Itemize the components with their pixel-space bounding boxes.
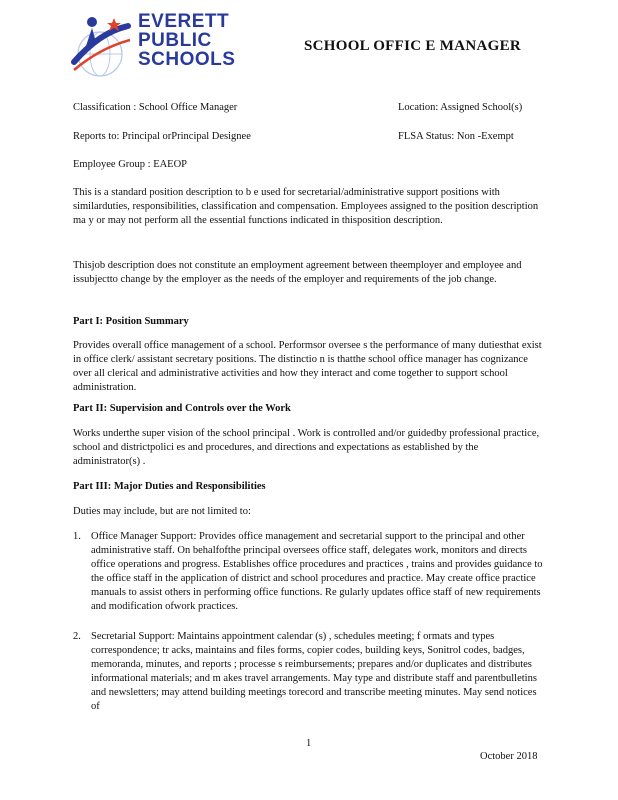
page-number: 1	[306, 738, 312, 749]
reports-to-field: Reports to: Principal orPrincipal Designee	[73, 131, 251, 142]
intro-paragraph-2: Thisjob description does not constitute an employment agreement between theemployer and employee and issubjectto change by the employer as the needs of the employer and requirements of the job change.	[73, 260, 522, 285]
flsa-status-field: FLSA Status: Non -Exempt	[398, 131, 514, 142]
intro-paragraph-1: This is a standard position description to b e used for secretarial/administrative support positions with similarduties, responsibilities, classification and compensation. Employees assigned to the position description ma y or may not perform all the essential functions indicated in thisposition description.	[73, 187, 539, 226]
logo-line-1: EVERETT	[138, 11, 230, 32]
part-2-text: Works underthe super vision of the school principal . Work is controlled and/or guidedby professional practice, school and districtpolici es and procedures, and directions and expectations as established by the administrator(s) .	[73, 428, 540, 467]
duty-item-text: Secretarial Support: Maintains appointment calendar (s) , schedules meeting; f ormats and types correspondence; tr acks, maintains and files forms, copier codes, building keys, Sonitrol codes, badges, memoranda, minutes, and reports ; processe s reimbursements; prepares and/or duplicates and distributes informational materials; and m akes travel arrangements. May type and distribute staff and parentbulletins and newsletters; may attend building meetings torecord and transcribe meeting minutes. May send notices of	[91, 631, 537, 712]
footer-date: October 2018	[480, 751, 538, 762]
logo-wordmark	[138, 12, 235, 69]
duty-item-number: 1.	[73, 531, 81, 542]
employee-group-field: Employee Group : EAEOP	[73, 159, 188, 170]
duty-item-1	[73, 530, 543, 614]
duty-item-text: Office Manager Support: Provides office management and secretarial support to the principal and other administrative staff. On behalfofthe principal oversees office staff, delegates work, monitors and directs office operations and progress. Establishes office procedures and practices , trains and provides guidance to the office staff in the application of district and school procedures and practice. May create office practice manuals to assist others in performing office functions. Re gularly updates office staff of new requirements and modification ofwork practices.	[91, 531, 543, 612]
part-1-heading: Part I: Position Summary	[73, 316, 189, 327]
part-1-text: Provides overall office management of a school. Performsor oversee s the performance of many dutiesthat exist in office clerk/ assistant secretary positions. The distinctio n is thatthe school office manager has cognizance over all clerical and administrative activities and how they interact and come together to support school administration.	[73, 340, 542, 393]
location-field: Location: Assigned School(s)	[398, 102, 523, 113]
part-3-heading: Part III: Major Duties and Responsibilities	[73, 481, 266, 492]
logo-line-2: PUBLIC	[138, 30, 212, 51]
document-title: SCHOOL OFFIC E MANAGER	[304, 38, 522, 54]
logo-line-3: SCHOOLS	[138, 49, 236, 70]
part-3-lead: Duties may include, but are not limited to:	[73, 506, 251, 517]
classification-field: Classification : School Office Manager	[73, 102, 238, 113]
part-2-heading: Part II: Supervision and Controls over the Work	[73, 403, 291, 414]
duty-item-2	[73, 630, 543, 714]
duty-item-number: 2.	[73, 631, 81, 642]
logo-emblem-icon	[70, 12, 138, 82]
